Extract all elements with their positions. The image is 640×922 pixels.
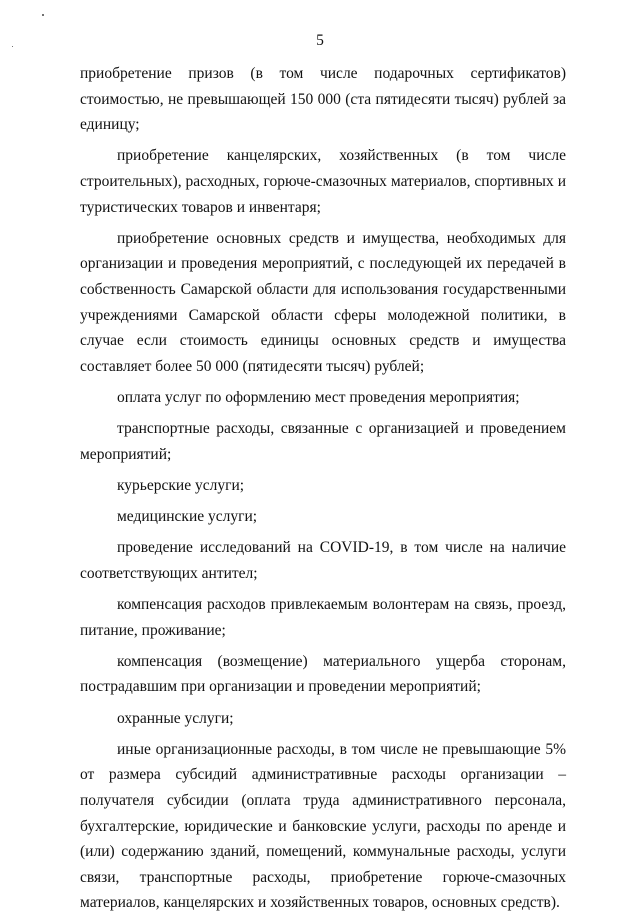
- paragraph-security: охранные услуги;: [117, 709, 234, 727]
- paragraph-covid-testing: проведение исследований на COVID-19, в том числе на наличие соответствующих антител;: [80, 539, 566, 582]
- paragraph-medical: медицинские услуги;: [117, 508, 258, 526]
- paragraph-damage-compensation: компенсация (возмещение) материального ущерба сторонам, пострадавшим при организации и проведении мероприятий;: [80, 652, 566, 696]
- paragraph-venue-decoration: оплата услуг по оформлению мест проведения мероприятия;: [117, 388, 520, 406]
- paragraph-transport: транспортные расходы, связанные с организацией и проведением мероприятий;: [80, 420, 566, 463]
- paragraph-courier: курьерские услуги;: [117, 476, 245, 494]
- paragraph-fixed-assets: приобретение основных средств и имущества, необходимых для организации и проведения мероприятий, с последующей их передачей в собственность Самарской области для использования государственными учреждениями Самарской области сферы молодежной политики, в случае если стоимость единицы основных средств и имущества составляет более 50 000 (пятидесяти тысяч) рублей;: [80, 229, 566, 375]
- paragraph-other-expenses: иные организационные расходы, в том числе не превышающие 5% от размера субсидий административные расходы организации – получателя субсидии (оплата труда административного персонала, бухгалтерские, юридические и банковские услуги, расходы по аренде и (или) содержанию зданий, помещений, коммунальные расходы, услуги связи, транспортные расходы, приобретение горюче-смазочных материалов, канцелярских и хозяйственных товаров, основных средств).: [80, 740, 566, 912]
- paragraph-volunteer-compensation: компенсация расходов привлекаемым волонтерам на связь, проезд, питание, проживание;: [80, 596, 566, 639]
- page-number: 5: [316, 32, 324, 49]
- paragraph-office-supplies: приобретение канцелярских, хозяйственных (в том числе строительных), расходных, горюче-смазочных материалов, спортивных и туристических товаров и инвентаря;: [80, 147, 566, 216]
- document-body: [80, 61, 566, 922]
- scan-speck: [42, 14, 44, 16]
- paragraph-prizes: приобретение призов (в том числе подарочных сертификатов) стоимостью, не превышающей 150 000 (ста пятидесяти тысяч) рублей за единицу;: [80, 65, 566, 134]
